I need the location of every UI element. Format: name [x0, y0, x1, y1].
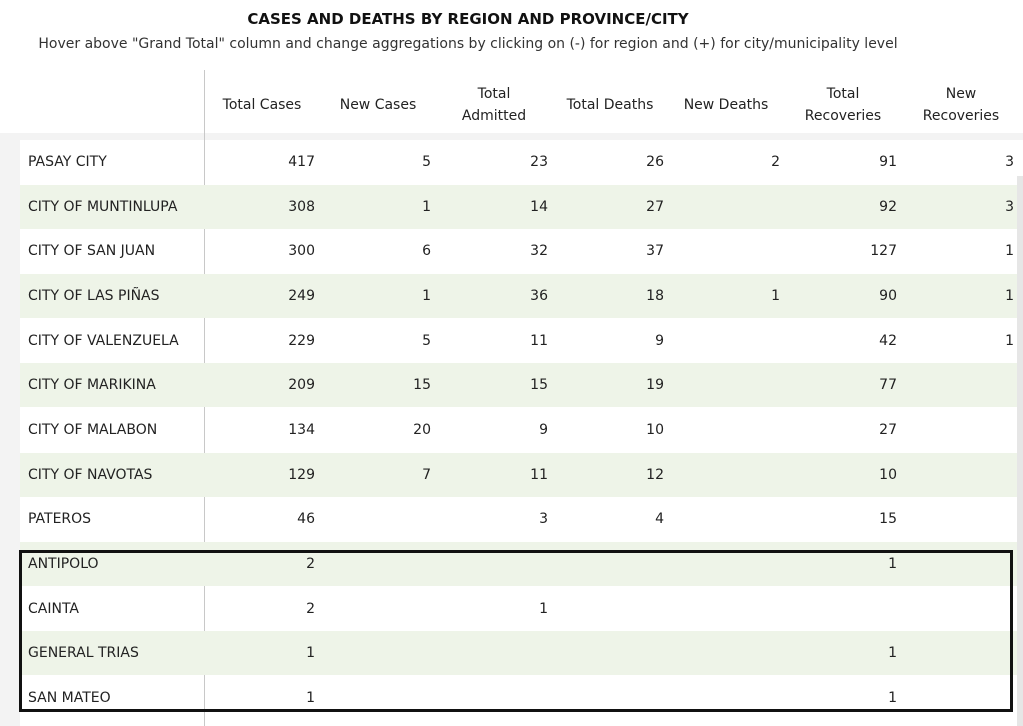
column-header-new-deaths[interactable]: [676, 80, 776, 130]
cell-new-deaths: [680, 587, 780, 631]
table-row[interactable]: [20, 676, 1023, 720]
cell-new-recoveries: [920, 408, 1014, 452]
table-row[interactable]: [20, 185, 1023, 229]
row-name: CITY OF NAVOTAS: [28, 467, 153, 483]
cell-total-admitted: 36: [530, 288, 548, 304]
column-header-total-deaths[interactable]: [560, 80, 660, 130]
cell-new-deaths: [680, 497, 780, 541]
row-name: ANTIPOLO: [28, 556, 99, 572]
cell-total-admitted: 9: [539, 422, 548, 438]
cell-total-recoveries: 90: [879, 288, 897, 304]
cell-new-recoveries: [920, 363, 1014, 407]
row-name: GENERAL TRIAS: [28, 645, 139, 661]
cell-total-cases: 1: [306, 690, 315, 706]
cell-total-admitted: 11: [530, 333, 548, 349]
cell-new-recoveries: [920, 631, 1014, 675]
cell-new-deaths: [680, 408, 780, 452]
row-name: SAN MATEO: [28, 690, 111, 706]
cell-new-recoveries: 1: [1005, 243, 1014, 259]
cell-total-deaths: [564, 542, 664, 586]
cell-new-cases: 5: [422, 154, 431, 170]
row-name: CITY OF LAS PIÑAS: [28, 288, 160, 304]
cell-new-deaths: 2: [771, 154, 780, 170]
cell-new-recoveries: [920, 497, 1014, 541]
cell-total-cases: 300: [288, 243, 315, 259]
column-header-total-deaths-label: Total Deaths: [566, 97, 654, 113]
cell-new-recoveries: [920, 453, 1014, 497]
cell-new-deaths: [680, 363, 780, 407]
cell-new-cases: 7: [422, 467, 431, 483]
row-name: PASAY CITY: [28, 154, 107, 170]
cell-total-admitted: 14: [530, 199, 548, 215]
table-row[interactable]: [20, 408, 1023, 452]
cell-total-recoveries: 27: [879, 422, 897, 438]
cell-total-deaths: 37: [646, 243, 664, 259]
table-row[interactable]: [20, 363, 1023, 407]
table-row[interactable]: [20, 229, 1023, 273]
cell-total-cases: 129: [288, 467, 315, 483]
table-row[interactable]: [20, 631, 1023, 675]
cell-total-admitted: [464, 676, 548, 720]
cell-new-cases: 15: [413, 377, 431, 393]
row-name: CITY OF MARIKINA: [28, 377, 156, 393]
table-subtitle: Hover above "Grand Total" column and change aggregations by clicking on (-) for region and (+) for city/municipality level: [38, 36, 898, 52]
cell-new-cases: [335, 542, 431, 586]
cell-new-deaths: [680, 542, 780, 586]
table-row[interactable]: [20, 453, 1023, 497]
cell-total-cases: 134: [288, 422, 315, 438]
cell-new-recoveries: [920, 587, 1014, 631]
cell-total-deaths: 26: [646, 154, 664, 170]
cell-total-recoveries: 92: [879, 199, 897, 215]
cell-total-deaths: [564, 587, 664, 631]
cell-total-recoveries: [807, 587, 897, 631]
cell-new-cases: 20: [413, 422, 431, 438]
cell-total-cases: 1: [306, 645, 315, 661]
cell-new-recoveries: 1: [1005, 333, 1014, 349]
cell-total-deaths: 4: [655, 511, 664, 527]
cell-total-deaths: 12: [646, 467, 664, 483]
cell-total-cases: 46: [297, 511, 315, 527]
cell-new-recoveries: [920, 676, 1014, 720]
cell-total-cases: 2: [306, 556, 315, 572]
cell-total-cases: 249: [288, 288, 315, 304]
cell-new-deaths: [680, 229, 780, 273]
cell-new-cases: [335, 497, 431, 541]
cell-total-deaths: [564, 631, 664, 675]
cell-total-deaths: 10: [646, 422, 664, 438]
cell-new-cases: 6: [422, 243, 431, 259]
cell-total-cases: 209: [288, 377, 315, 393]
cell-new-cases: [335, 631, 431, 675]
cell-total-recoveries: 127: [870, 243, 897, 259]
cell-total-deaths: 9: [655, 333, 664, 349]
cell-total-admitted: 15: [530, 377, 548, 393]
cell-total-cases: 417: [288, 154, 315, 170]
table-row[interactable]: [20, 542, 1023, 586]
cell-total-deaths: [564, 676, 664, 720]
table-row[interactable]: [20, 319, 1023, 363]
column-header-new-deaths-label: New Deaths: [683, 97, 769, 113]
row-name: CITY OF VALENZUELA: [28, 333, 179, 349]
cell-new-cases: [335, 676, 431, 720]
column-header-new-recoveries-label: New Recoveries: [922, 86, 1000, 124]
column-header-total-admitted-label: Total Admitted: [461, 86, 527, 124]
column-header-total-admitted[interactable]: [452, 80, 536, 130]
cell-new-cases: 5: [422, 333, 431, 349]
cell-total-admitted: 1: [539, 601, 548, 617]
cell-new-deaths: [680, 319, 780, 363]
column-header-new-recoveries[interactable]: [914, 80, 1008, 130]
column-header-total-cases-label: Total Cases: [222, 97, 302, 113]
cell-total-recoveries: 15: [879, 511, 897, 527]
table-row[interactable]: [20, 274, 1023, 318]
cell-new-cases: 1: [422, 288, 431, 304]
row-name: PATEROS: [28, 511, 92, 527]
cell-new-deaths: [680, 676, 780, 720]
cell-new-recoveries: 3: [1005, 199, 1014, 215]
row-header-gutter: [0, 140, 20, 726]
column-header-total-recoveries[interactable]: [798, 80, 888, 130]
cell-total-cases: 229: [288, 333, 315, 349]
cell-total-admitted: [464, 542, 548, 586]
column-header-new-cases-label: New Cases: [339, 97, 417, 113]
header-divider: [0, 133, 1023, 140]
cell-new-deaths: [680, 631, 780, 675]
cell-new-recoveries: [920, 542, 1014, 586]
cell-total-recoveries: 1: [888, 690, 897, 706]
cell-total-recoveries: 91: [879, 154, 897, 170]
table-row[interactable]: [20, 140, 1023, 184]
cell-total-cases: 308: [288, 199, 315, 215]
cell-new-deaths: 1: [771, 288, 780, 304]
cell-total-deaths: 27: [646, 199, 664, 215]
cell-total-recoveries: 1: [888, 645, 897, 661]
cell-total-admitted: 32: [530, 243, 548, 259]
row-name: CITY OF MALABON: [28, 422, 158, 438]
cell-total-recoveries: 10: [879, 467, 897, 483]
table-title: CASES AND DEATHS BY REGION AND PROVINCE/CITY: [247, 10, 689, 28]
table-row[interactable]: [20, 497, 1023, 541]
cell-total-recoveries: 1: [888, 556, 897, 572]
cell-new-deaths: [680, 185, 780, 229]
column-header-total-cases[interactable]: [212, 80, 312, 130]
cell-total-deaths: 18: [646, 288, 664, 304]
column-header-new-cases[interactable]: [330, 80, 426, 130]
cell-new-recoveries: 1: [1005, 288, 1014, 304]
cell-new-recoveries: 3: [1005, 154, 1014, 170]
cell-total-admitted: 23: [530, 154, 548, 170]
row-name: CAINTA: [28, 601, 79, 617]
cell-total-admitted: 3: [539, 511, 548, 527]
cell-total-admitted: [464, 631, 548, 675]
row-name: CITY OF MUNTINLUPA: [28, 199, 178, 215]
cell-new-cases: 1: [422, 199, 431, 215]
cell-total-cases: 2: [306, 601, 315, 617]
row-name: CITY OF SAN JUAN: [28, 243, 156, 259]
vertical-scrollbar[interactable]: [1017, 176, 1023, 726]
cell-new-cases: [335, 587, 431, 631]
column-header-total-recoveries-label: Total Recoveries: [804, 86, 882, 124]
table-row[interactable]: [20, 587, 1023, 631]
cell-total-recoveries: 77: [879, 377, 897, 393]
cell-total-recoveries: 42: [879, 333, 897, 349]
cell-total-admitted: 11: [530, 467, 548, 483]
cell-total-deaths: 19: [646, 377, 664, 393]
cell-new-deaths: [680, 453, 780, 497]
